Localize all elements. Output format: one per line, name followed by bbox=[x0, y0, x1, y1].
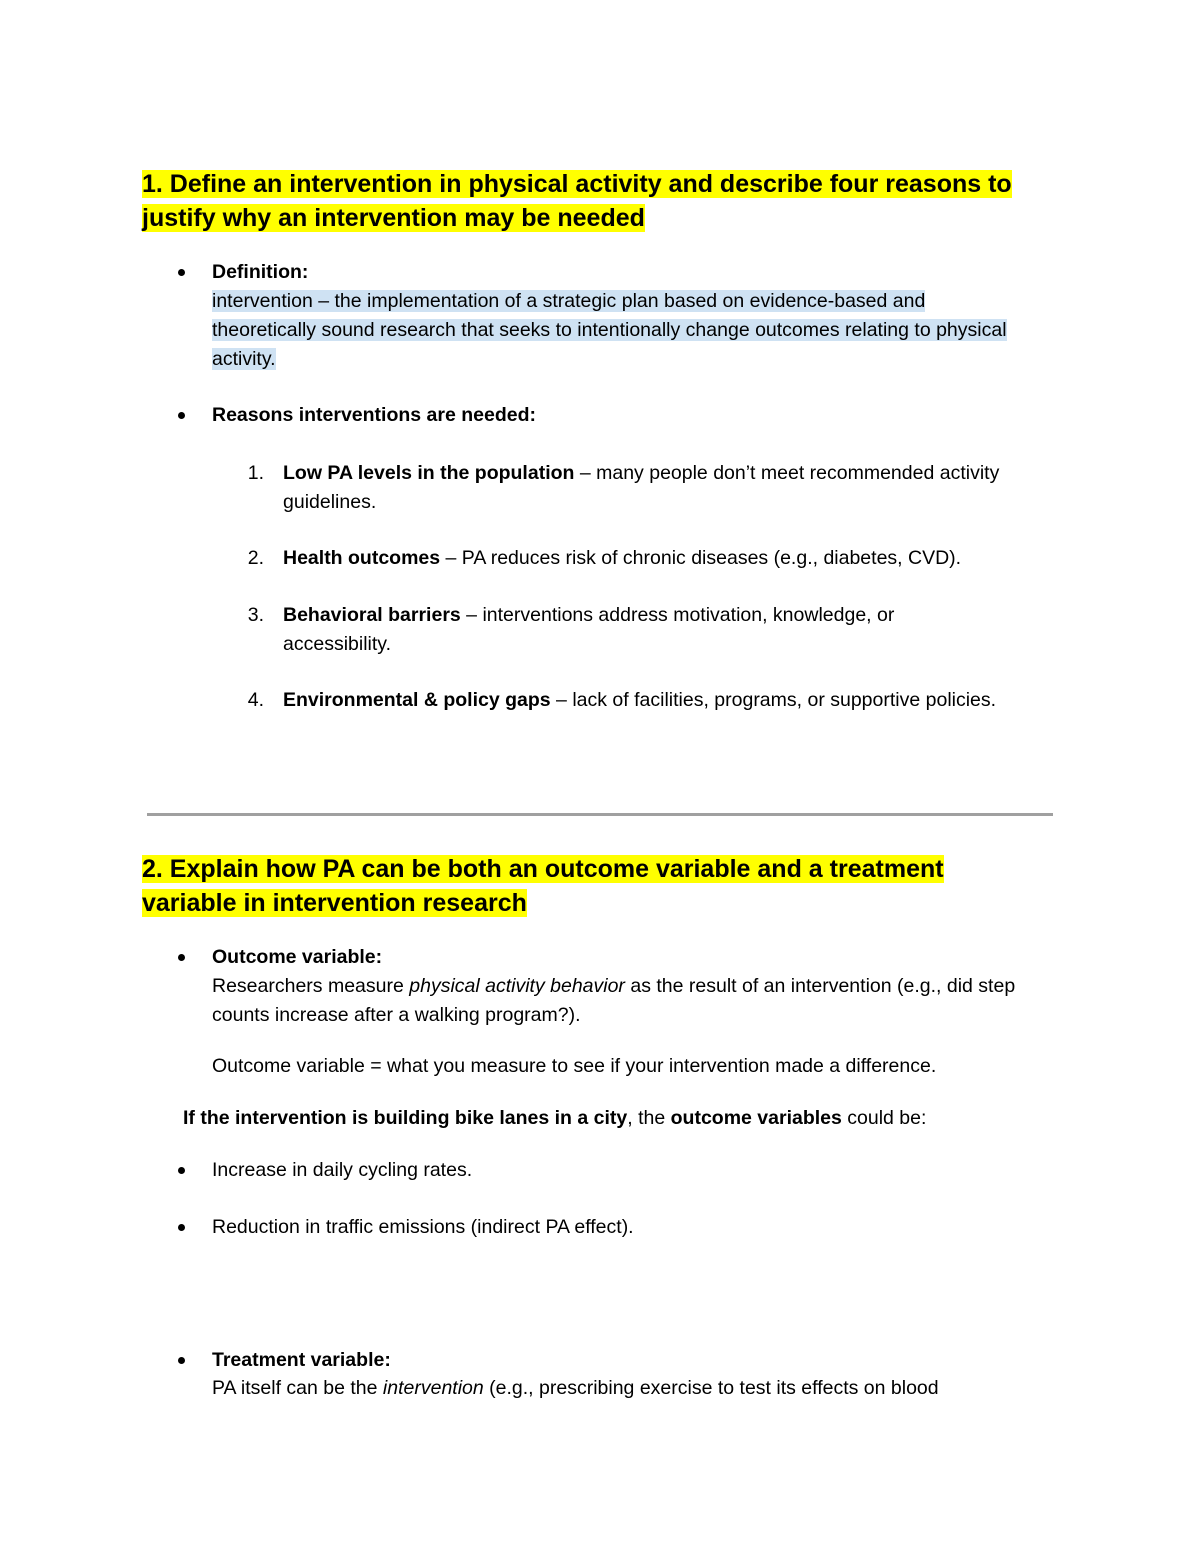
example-item-1: Increase in daily cycling rates. bbox=[212, 1159, 473, 1181]
example-bold-2: outcome variables bbox=[670, 1107, 842, 1129]
reason-2-title: Health outcomes bbox=[283, 547, 441, 569]
outcome-pre: Researchers measure bbox=[212, 975, 410, 997]
outcome-post: as the result of an intervention (e.g., did step counts increase after a walking program?). bbox=[212, 975, 1016, 1026]
definition-text-highlight: intervention – the implementation of a strategic plan based on evidence-based and theoretically sound research that seeks to intentionally change outcomes relating to physical activity. bbox=[212, 290, 1007, 370]
reason-3-title: Behavioral barriers bbox=[283, 604, 461, 626]
treatment-description bbox=[212, 1374, 1092, 1403]
reason-3-number: 3. bbox=[247, 604, 264, 626]
reasons-label: Reasons interventions are needed: bbox=[212, 404, 537, 426]
example-item-2: Reduction in traffic emissions (indirect PA effect). bbox=[212, 1216, 634, 1238]
bullet-icon bbox=[178, 1224, 185, 1231]
treatment-pre: PA itself can be the bbox=[212, 1377, 383, 1399]
reason-1 bbox=[283, 459, 1043, 517]
definition-text bbox=[212, 287, 1032, 374]
treatment-label: Treatment variable: bbox=[212, 1349, 391, 1371]
reason-1-title: Low PA levels in the population bbox=[283, 462, 575, 484]
reason-2 bbox=[283, 544, 1083, 573]
question-2-heading bbox=[142, 852, 1002, 920]
reason-4 bbox=[283, 686, 1023, 715]
reason-2-number: 2. bbox=[247, 547, 264, 569]
reason-3 bbox=[283, 601, 983, 659]
question-1-heading-text: 1. Define an intervention in physical activity and describe four reasons to justify why an intervention may be needed bbox=[142, 170, 1012, 232]
definition-label: Definition: bbox=[212, 261, 309, 283]
example-mid: , the bbox=[627, 1107, 671, 1129]
treatment-italic: intervention bbox=[382, 1377, 484, 1399]
section-divider bbox=[147, 813, 1053, 816]
question-1-heading bbox=[142, 167, 1062, 235]
bullet-icon bbox=[178, 412, 185, 419]
bullet-icon bbox=[178, 1167, 185, 1174]
example-end: could be: bbox=[841, 1107, 927, 1129]
outcome-description bbox=[212, 972, 1072, 1030]
outcome-label: Outcome variable: bbox=[212, 946, 383, 968]
bike-lanes-example bbox=[183, 1104, 1083, 1133]
reason-4-text: – lack of facilities, programs, or supportive policies. bbox=[550, 689, 997, 711]
treatment-post: (e.g., prescribing exercise to test its effects on blood bbox=[483, 1377, 939, 1399]
reason-1-number: 1. bbox=[247, 462, 264, 484]
reason-3-text: – interventions address motivation, knowledge, or accessibility. bbox=[283, 604, 895, 655]
outcome-definition: Outcome variable = what you measure to see if your intervention made a difference. bbox=[212, 1055, 937, 1077]
reason-1-text: – many people don’t meet recommended activity guidelines. bbox=[283, 462, 1000, 513]
reason-2-text: – PA reduces risk of chronic diseases (e.g., diabetes, CVD). bbox=[440, 547, 962, 569]
reason-4-title: Environmental & policy gaps bbox=[283, 689, 551, 711]
outcome-italic: physical activity behavior bbox=[409, 975, 625, 997]
example-bold-1: If the intervention is building bike lanes in a city bbox=[183, 1107, 628, 1129]
question-2-heading-text: 2. Explain how PA can be both an outcome variable and a treatment variable in intervention research bbox=[142, 855, 944, 917]
reason-4-number: 4. bbox=[247, 689, 264, 711]
bullet-icon bbox=[178, 954, 185, 961]
bullet-icon bbox=[178, 1357, 185, 1364]
bullet-icon bbox=[178, 269, 185, 276]
